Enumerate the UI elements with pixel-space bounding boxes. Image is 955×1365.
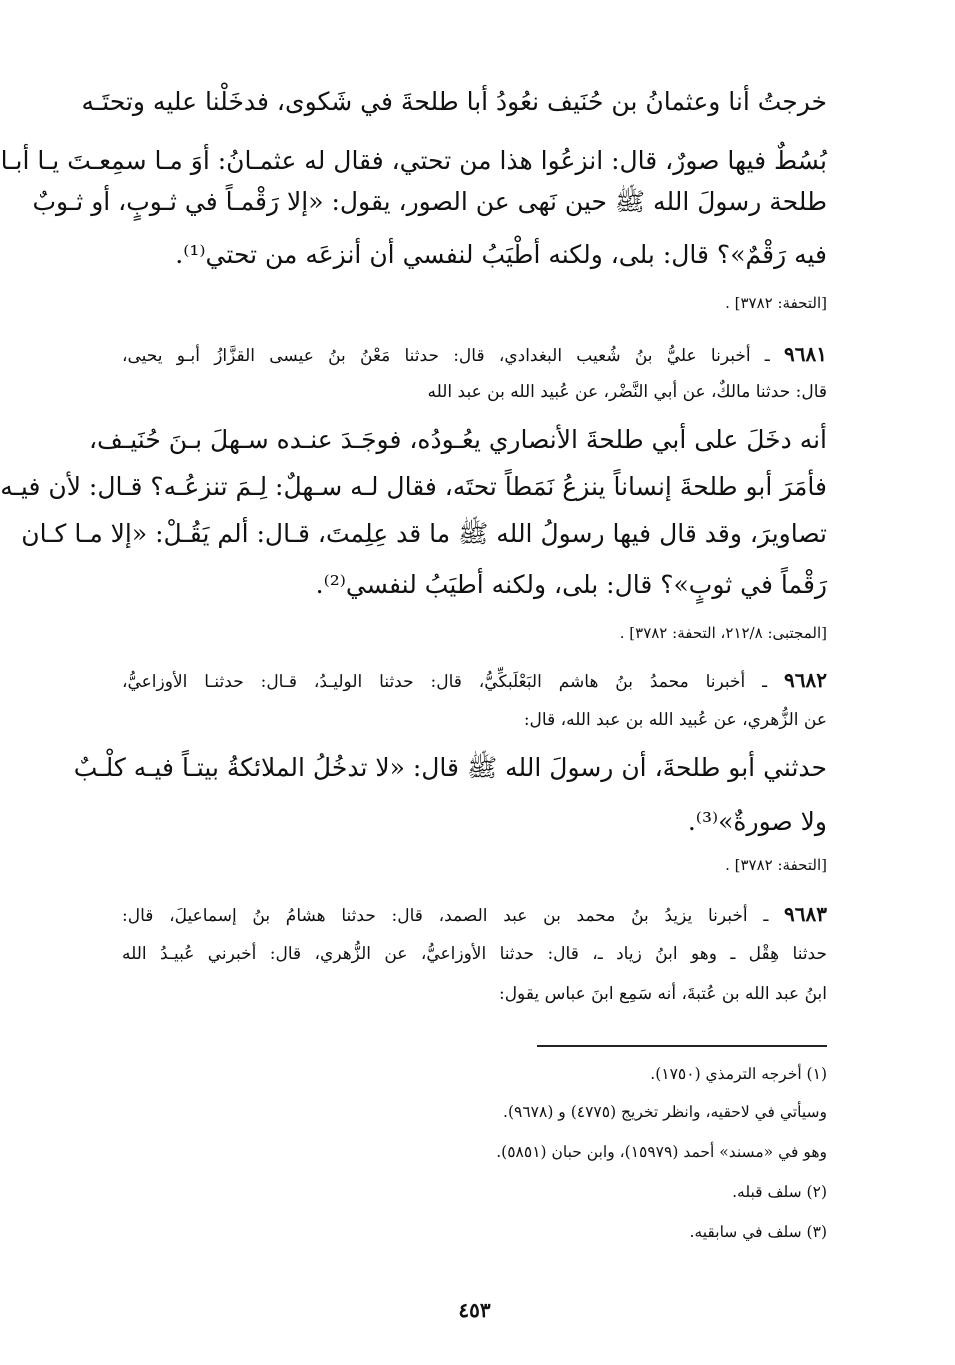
page-number: ٤٥٣ xyxy=(458,1298,491,1322)
hadith-number: ٩٦٨١ xyxy=(784,342,828,366)
hadith-number: ٩٦٨٢ xyxy=(784,668,828,692)
footnote: (١) أخرجه الترمذي (١٧٥٠). xyxy=(650,1065,827,1083)
hadith-9681-text: أنه دخَلَ على أبي طلحةَ الأنصاري يعُـودُه، فوجَـدَ عنـده سـهلَ بـنَ حُنَيـف، xyxy=(88,425,827,454)
hadith-9681-text: تصاويرَ، وقد قال فيها رسولُ الله ﷺ ما قد عِلِمتَ، قـال: ألم يَقُـلْ: «إلا مـا كـان xyxy=(21,519,827,548)
hadith-9681-text: فأمَرَ أبو طلحةَ إنساناً ينزعُ نَمَطاً تحتَه، فقال لـه سـهلٌ: لِـمَ تنزعُـه؟ قـال: لأن فيـه xyxy=(0,472,827,501)
footnote: (٢) سلف قبله. xyxy=(732,1183,827,1201)
footnote-divider xyxy=(537,1045,827,1047)
hadith-9682-isnad xyxy=(122,666,827,696)
hadith-9681-isnad: قال: حدثنا مالكٌ، عن أبي النَّضْر، عن عُبيد الله بن عبد الله xyxy=(427,382,827,402)
hadith-9683-isnad: حدثنا هِقْل ـ وهو ابنُ زياد ـ، قال: حدثنا الأوزاعيُّ، عن الزُّهري، قال: أخبرني عُبيـدُ الله xyxy=(122,944,827,964)
footnote: وسيأتي في لاحقيه، وانظر تخريج (٤٧٧٥) و (٩٦٧٨). xyxy=(503,1103,827,1121)
footnote: وهو في «مسند» أحمد (١٥٩٧٩)، وابن حبان (٥٨٥١). xyxy=(496,1143,827,1161)
hadith-number: ٩٦٨٣ xyxy=(784,902,827,926)
hadith-9682-isnad: عن الزُّهري، عن عُبيد الله بن عبد الله، قال: xyxy=(523,710,827,730)
intro-line: طلحة رسولَ الله ﷺ حين نَهى عن الصور، يقول: «إلا رَقْمـاً في ثـوبٍ، أو ثـوبٌ xyxy=(32,187,827,216)
hadith-9682-text: ولا صورةٌ»⁽³⁾. xyxy=(687,807,827,836)
hadith-9683-isnad: ابنُ عبد الله بن عُتبةَ، أنه سَمِع ابنَ عباس يقول: xyxy=(498,984,827,1004)
isnad-text: ـ أخبرنا محمدُ بنُ هاشم البَعْلَبكِّيُّ، قال: حدثنا الوليـدُ، قـال: حدثنـا الأوزاعيُّ، xyxy=(122,672,768,692)
hadith-9681-isnad xyxy=(122,340,827,370)
hadith-9682-text: حدثني أبو طلحةَ، أن رسولَ الله ﷺ قال: «لا تدخُلُ الملائكةُ بيتـاً فيـه كلْـبٌ xyxy=(73,753,827,782)
intro-line: بُسُطٌ فيها صورٌ، قال: انزعُوا هذا من تحتي، فقال له عثمـانُ: أوَ مـا سمِعـتَ يـا أبـا xyxy=(0,146,827,175)
intro-citation: [التحفة: ٣٧٨٢] . xyxy=(725,294,827,312)
isnad-text: ـ أخبرنا يزيدُ بنُ محمد بن عبد الصمد، قال: حدثنا هشامُ بنُ إسماعيلَ، قال: xyxy=(122,906,769,926)
hadith-9682-citation: [التحفة: ٣٧٨٢] . xyxy=(725,856,827,874)
hadith-9681-citation: [المجتبى: ٢١٢/٨، التحفة: ٣٧٨٢] . xyxy=(619,624,827,642)
isnad-text: ـ أخبرنا عليُّ بنُ شُعيب البغدادي، قال: حدثنا مَعْنُ بنُ عيسى القزَّازُ أبـو يحيى، xyxy=(122,346,770,366)
footnote: (٣) سلف في سابقيه. xyxy=(689,1223,827,1241)
hadith-9681-text: رَقْماً في ثوبٍ»؟ قال: بلى، ولكنه أطيَبُ لنفسي⁽²⁾. xyxy=(315,570,827,599)
intro-line: فيه رَقْمٌ»؟ قال: بلى، ولكنه أطْيَبُ لنفسي أن أنزعَه من تحتي⁽¹⁾. xyxy=(175,240,827,269)
intro-line: خرجتُ أنا وعثمانُ بن حُنَيف نعُودُ أبا طلحةَ في شَكوى، فدخَلْنا عليه وتحتَـه xyxy=(81,87,827,116)
hadith-9683-isnad xyxy=(122,900,827,930)
